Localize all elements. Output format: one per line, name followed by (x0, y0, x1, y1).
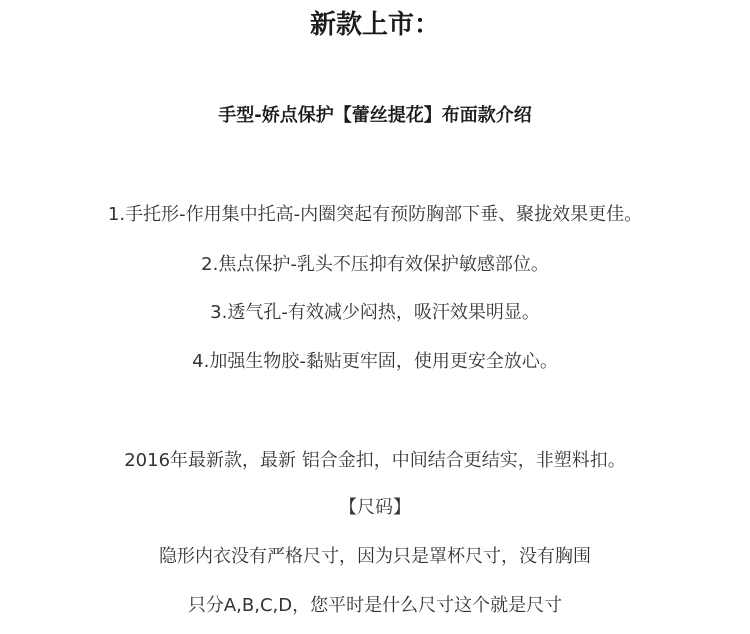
feature-item: 1.手托形-作用集中托高-内圈突起有预防胸部下垂、聚拢效果更佳。 (107, 204, 643, 225)
feature-item: 3.透气孔-有效减少闷热，吸汗效果明显。 (210, 302, 540, 323)
feature-item: 4.加强生物胶-黏贴更牢固，使用更安全放心。 (192, 351, 558, 372)
product-note: 2016年最新款，最新 铝合金扣，中间结合更结实，非塑料扣。 (124, 450, 626, 471)
size-description: 只分A,B,C,D，您平时是什么尺寸这个就是尺寸 (187, 595, 563, 616)
product-intro-heading: 手型-娇点保护【蕾丝提花】布面款介绍 (218, 105, 532, 126)
page-title: 新款上市： (309, 10, 440, 40)
size-description: 隐形内衣没有严格尺寸，因为只是罩杯尺寸，没有胸围 (159, 546, 591, 567)
feature-item: 2.焦点保护-乳头不压抑有效保护敏感部位。 (201, 254, 549, 275)
size-heading: 【尺码】 (339, 497, 411, 518)
